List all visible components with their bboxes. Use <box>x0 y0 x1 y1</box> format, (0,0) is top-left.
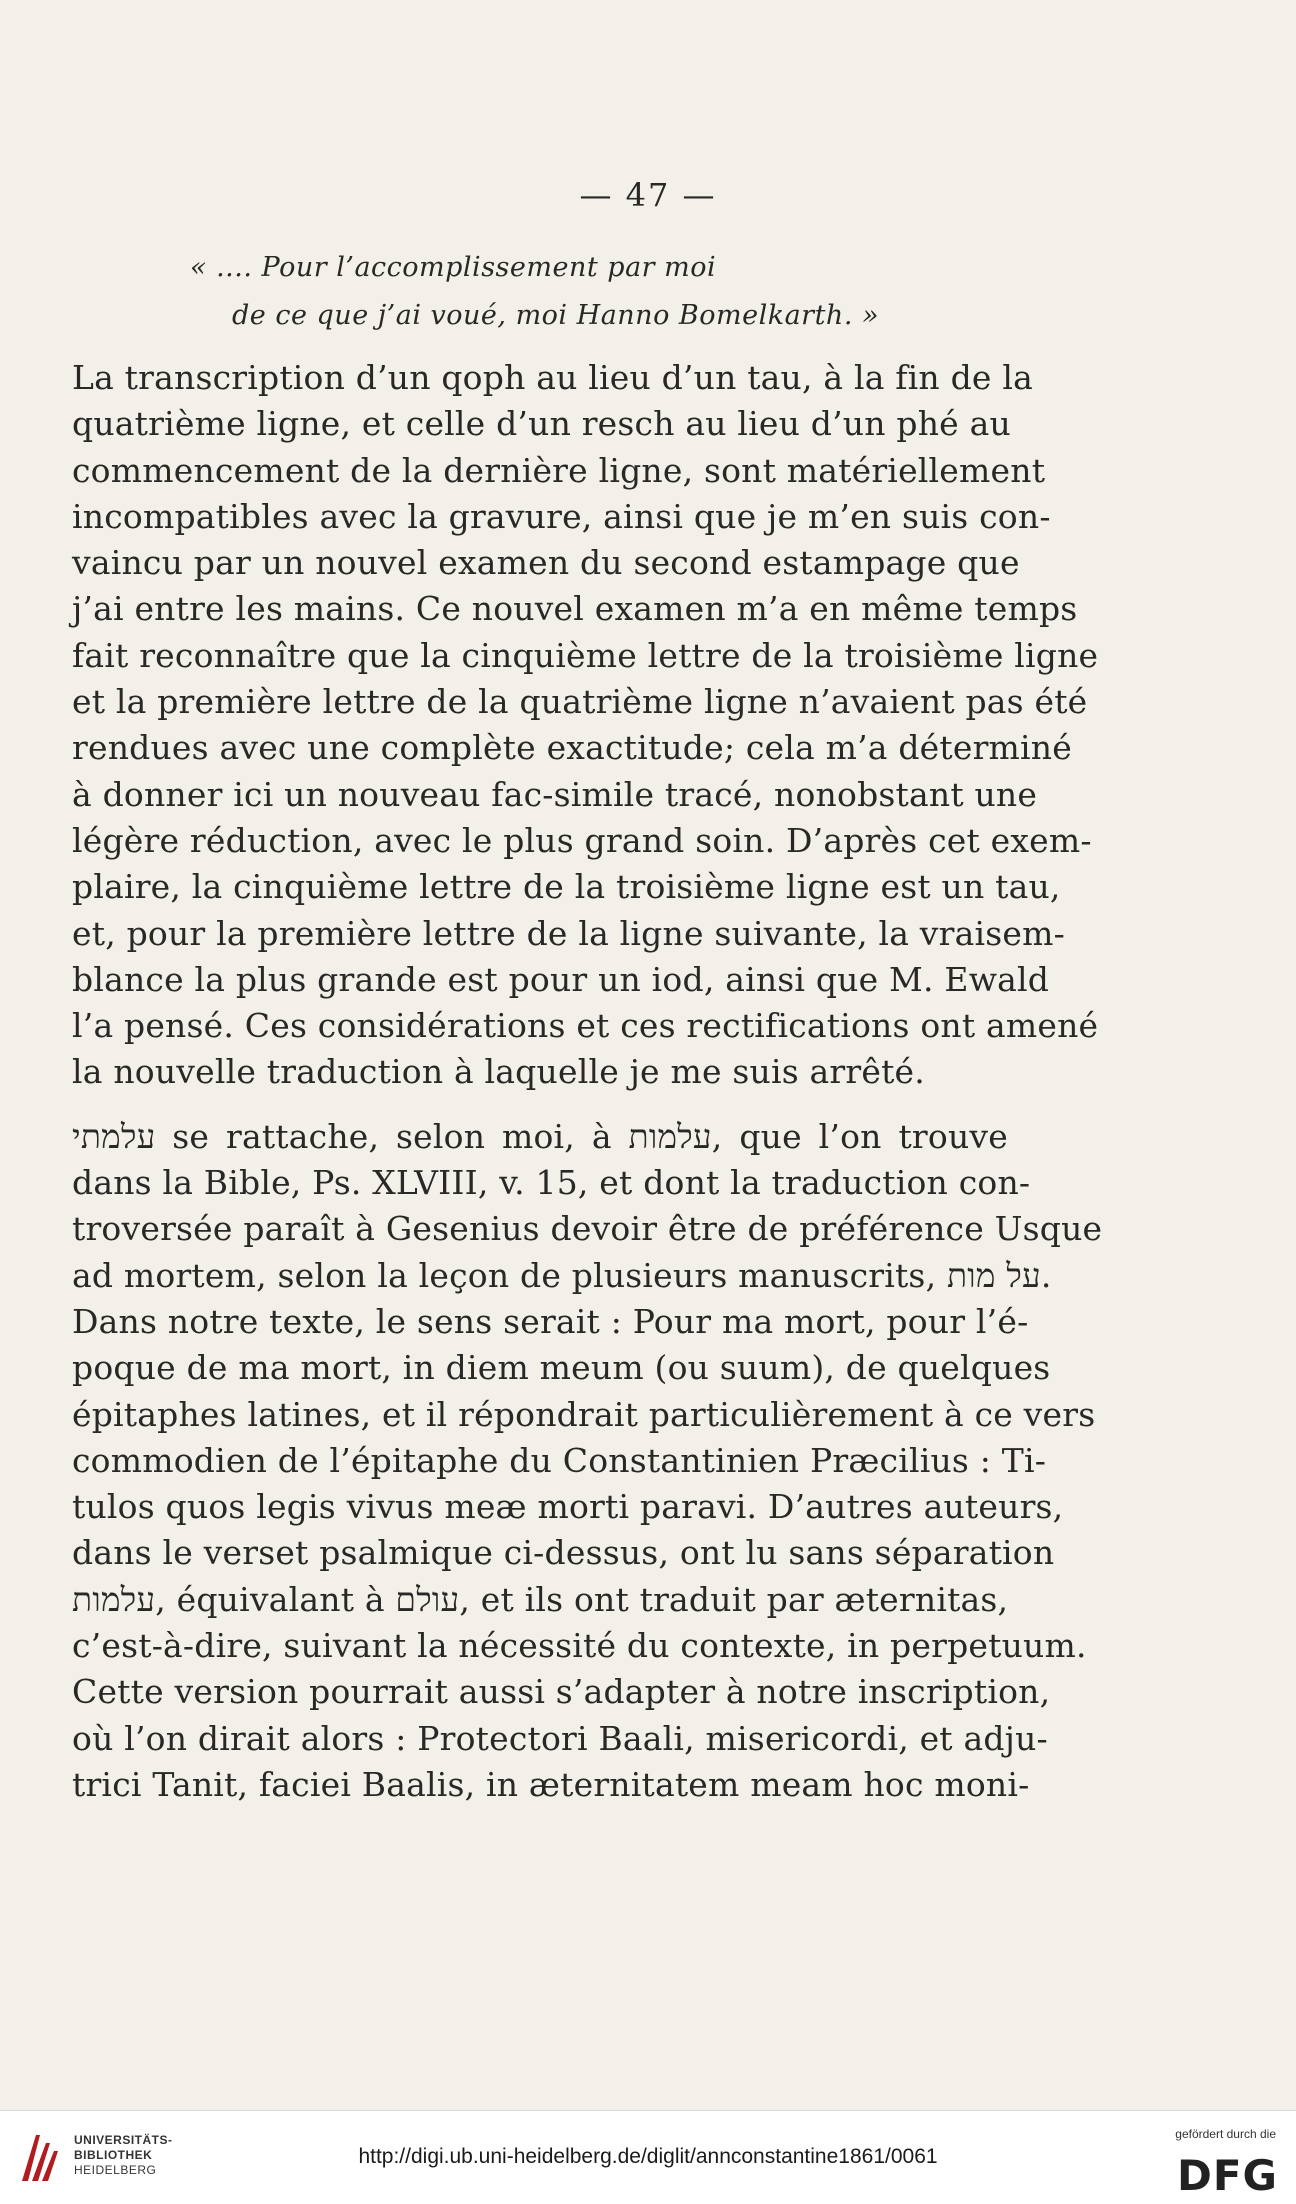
paragraph-1 <box>72 355 1099 1096</box>
institution-line-1: UNIVERSITÄTS- <box>74 2133 173 2147</box>
text-line: vaincu par un nouvel examen du second estampage que <box>72 543 1020 583</box>
dfg-logo: DFG <box>1176 2151 1278 2200</box>
quote-line-2: de ce que j’ai voué, moi Hanno Bomelkarth. » <box>232 300 880 331</box>
text-line: où l’on dirait alors : Protectori Baali, misericordi, et adju- <box>72 1718 1048 1758</box>
page-number: — 47 — <box>579 176 717 214</box>
viewer-footer <box>0 2110 1296 2204</box>
text-line: blance la plus grande est pour un iod, ainsi que M. Ewald <box>72 959 1050 999</box>
text-line: dans le verset psalmique ci-dessus, ont lu sans séparation <box>72 1533 1055 1573</box>
paragraph-2 <box>72 1114 1103 1808</box>
text-line: Cette version pourrait aussi s’adapter à notre inscription, <box>72 1672 1051 1712</box>
text-line: et, pour la première lettre de la ligne suivante, la vraisem- <box>72 913 1065 953</box>
body-text <box>72 355 1103 1808</box>
text-line: c’est-à-dire, suivant la nécessité du contexte, in perpetuum. <box>72 1626 1087 1666</box>
text-line: plaire, la cinquième lettre de la troisième ligne est un tau, <box>72 867 1061 907</box>
institution-line-3: HEIDELBERG <box>74 2163 157 2177</box>
text-line: j’ai entre les mains. Ce nouvel examen m’a en même temps <box>72 589 1078 629</box>
sponsor-label: gefördert durch die <box>1175 2127 1276 2141</box>
text-line: commencement de la dernière ligne, sont matériellement <box>72 450 1046 490</box>
text-line: poque de ma mort, in diem meum (ou suum), de quelques <box>72 1348 1051 1388</box>
text-line: Dans notre texte, le sens serait : Pour ma mort, pour l’é- <box>72 1301 1029 1341</box>
text-line: commodien de l’épitaphe du Constantinien Præcilius : Ti- <box>72 1440 1047 1480</box>
text-line: à donner ici un nouveau fac-simile tracé, nonobstant une <box>72 774 1038 814</box>
text-line: ad mortem, selon la leçon de plusieurs manuscrits, על מות. <box>72 1255 1052 1295</box>
text-line: et la première lettre de la quatrième ligne n’avaient pas été <box>72 682 1088 722</box>
text-line: עלמתי se rattache, selon moi, à עלמות, que l’on trouve <box>72 1116 1008 1156</box>
text-line: tulos quos legis vivus meæ morti paravi. D’autres auteurs, <box>72 1487 1064 1527</box>
text-line: l’a pensé. Ces considérations et ces rectifications ont amené <box>72 1006 1099 1046</box>
text-line: troversée paraît à Gesenius devoir être de préférence Usque <box>72 1209 1103 1249</box>
text-line: La transcription d’un qoph au lieu d’un tau, à la fin de la <box>72 358 1033 397</box>
text-line: fait reconnaître que la cinquième lettre de la troisième ligne <box>72 635 1099 675</box>
text-line: la nouvelle traduction à laquelle je me suis arrêté. <box>72 1052 925 1092</box>
text-line: dans la Bible, Ps. XLVIII, v. 15, et dont la traduction con- <box>72 1163 1031 1203</box>
text-line: incompatibles avec la gravure, ainsi que je m’en suis con- <box>72 496 1051 536</box>
quote-line-1: « .... Pour l’accomplissement par moi <box>190 252 717 283</box>
text-line: épitaphes latines, et il répondrait particulièrement à ce vers <box>72 1394 1096 1434</box>
text-line: quatrième ligne, et celle d’un resch au lieu d’un phé au <box>72 404 1011 444</box>
text-line: עלמות, équivalant à עולם, et ils ont traduit par æternitas, <box>72 1579 1009 1619</box>
text-line: trici Tanit, faciei Baalis, in æternitatem meam hoc moni- <box>72 1764 1030 1804</box>
text-line: légère réduction, avec le plus grand soin. D’après cet exem- <box>72 820 1092 860</box>
text-line: rendues avec une complète exactitude; cela m’a déterminé <box>72 728 1072 768</box>
permalink-url[interactable]: http://digi.ub.uni-heidelberg.de/diglit/annconstantine1861/0061 <box>358 2145 938 2168</box>
institution-line-2: BIBLIOTHEK <box>74 2148 153 2162</box>
